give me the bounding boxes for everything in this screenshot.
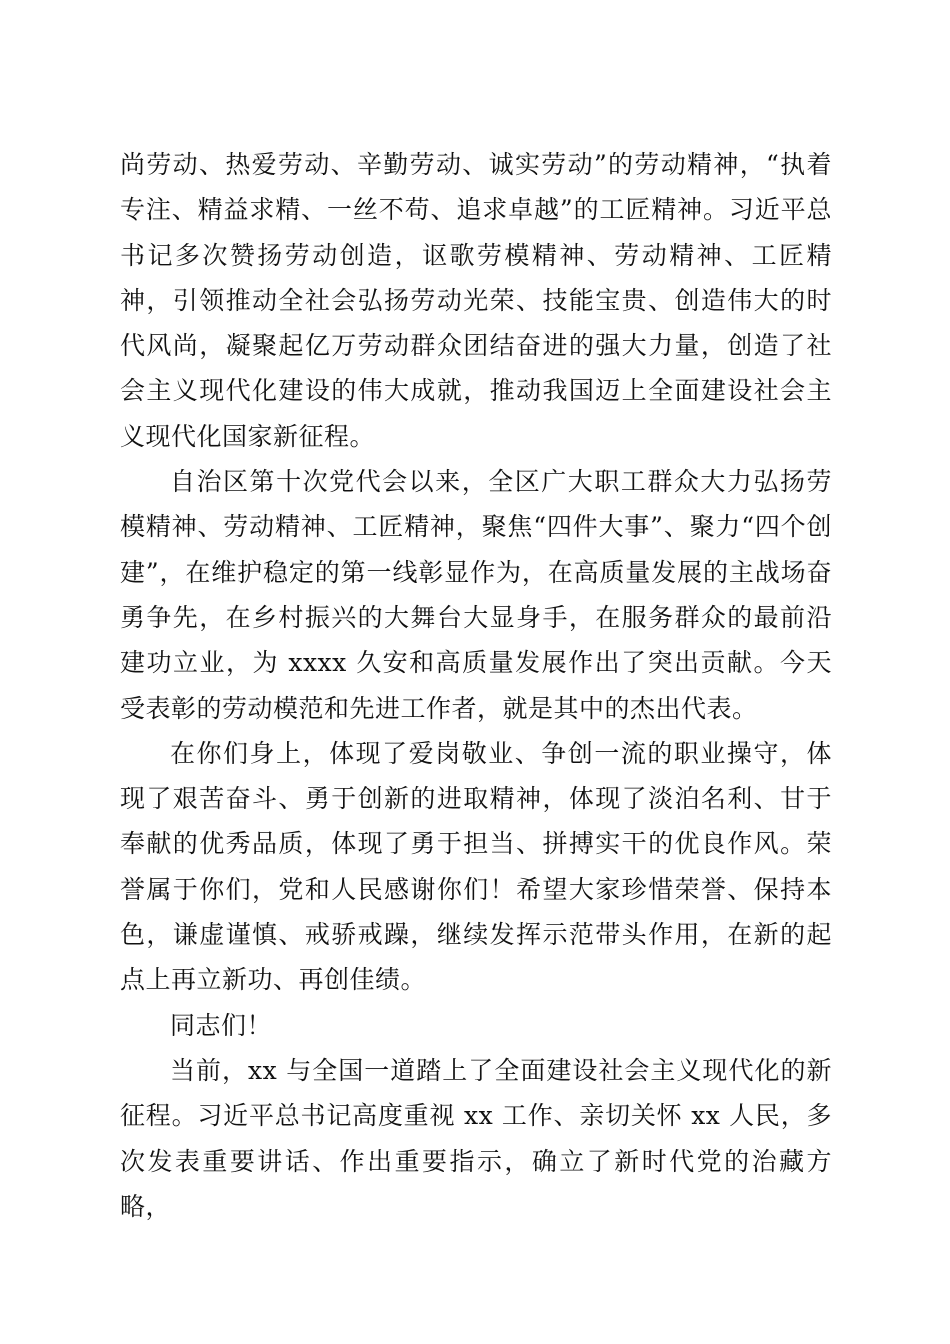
paragraph-1: 尚劳动、热爱劳动、辛勤劳动、诚实劳动”的劳动精神，“执着专注、精益求精、一丝不苟、追求卓越”的工匠精神。习近平总书记多次赞扬劳动创造，讴歌劳模精神、劳动精神、工匠精神，引领推动全社会弘扬劳动光荣、技能宝贵、创造伟大的时代风尚，凝聚起亿万劳动群众团结奋进的强大力量，创造了社会主义现代化建设的伟大成就，推动我国迈上全面建设社会主义现代化国家新征程。	[120, 150, 832, 451]
document-body	[120, 142, 832, 1229]
paragraph-2: 自治区第十次党代会以来，全区广大职工群众大力弘扬劳模精神、劳动精神、工匠精神，聚焦“四件大事”、聚力“四个创建”，在维护稳定的第一线彰显作为，在高质量发展的主战场奋勇争先，在乡村振兴的大舞台大显身手，在服务群众的最前沿建功立业，为 xxxx 久安和高质量发展作出了突出贡献。今天受表彰的劳动模范和先进工作者，就是其中的杰出代表。	[120, 467, 832, 723]
paragraph-3: 在你们身上，体现了爱岗敬业、争创一流的职业操守，体现了艰苦奋斗、勇于创新的进取精神，体现了淡泊名利、甘于奉献的优秀品质，体现了勇于担当、拼搏实干的优良作风。荣誉属于你们，党和人民感谢你们！希望大家珍惜荣誉、保持本色，谦虚谨慎、戒骄戒躁，继续发挥示范带头作用，在新的起点上再立新功、再创佳绩。	[120, 738, 832, 995]
paragraph-5: 当前，xx 与全国一道踏上了全面建设社会主义现代化的新征程。习近平总书记高度重视 xx 工作、亲切关怀 xx 人民，多次发表重要讲话、作出重要指示，确立了新时代党的治藏方略，	[120, 1055, 832, 1221]
paragraph-4-greeting: 同志们！	[170, 1010, 273, 1040]
